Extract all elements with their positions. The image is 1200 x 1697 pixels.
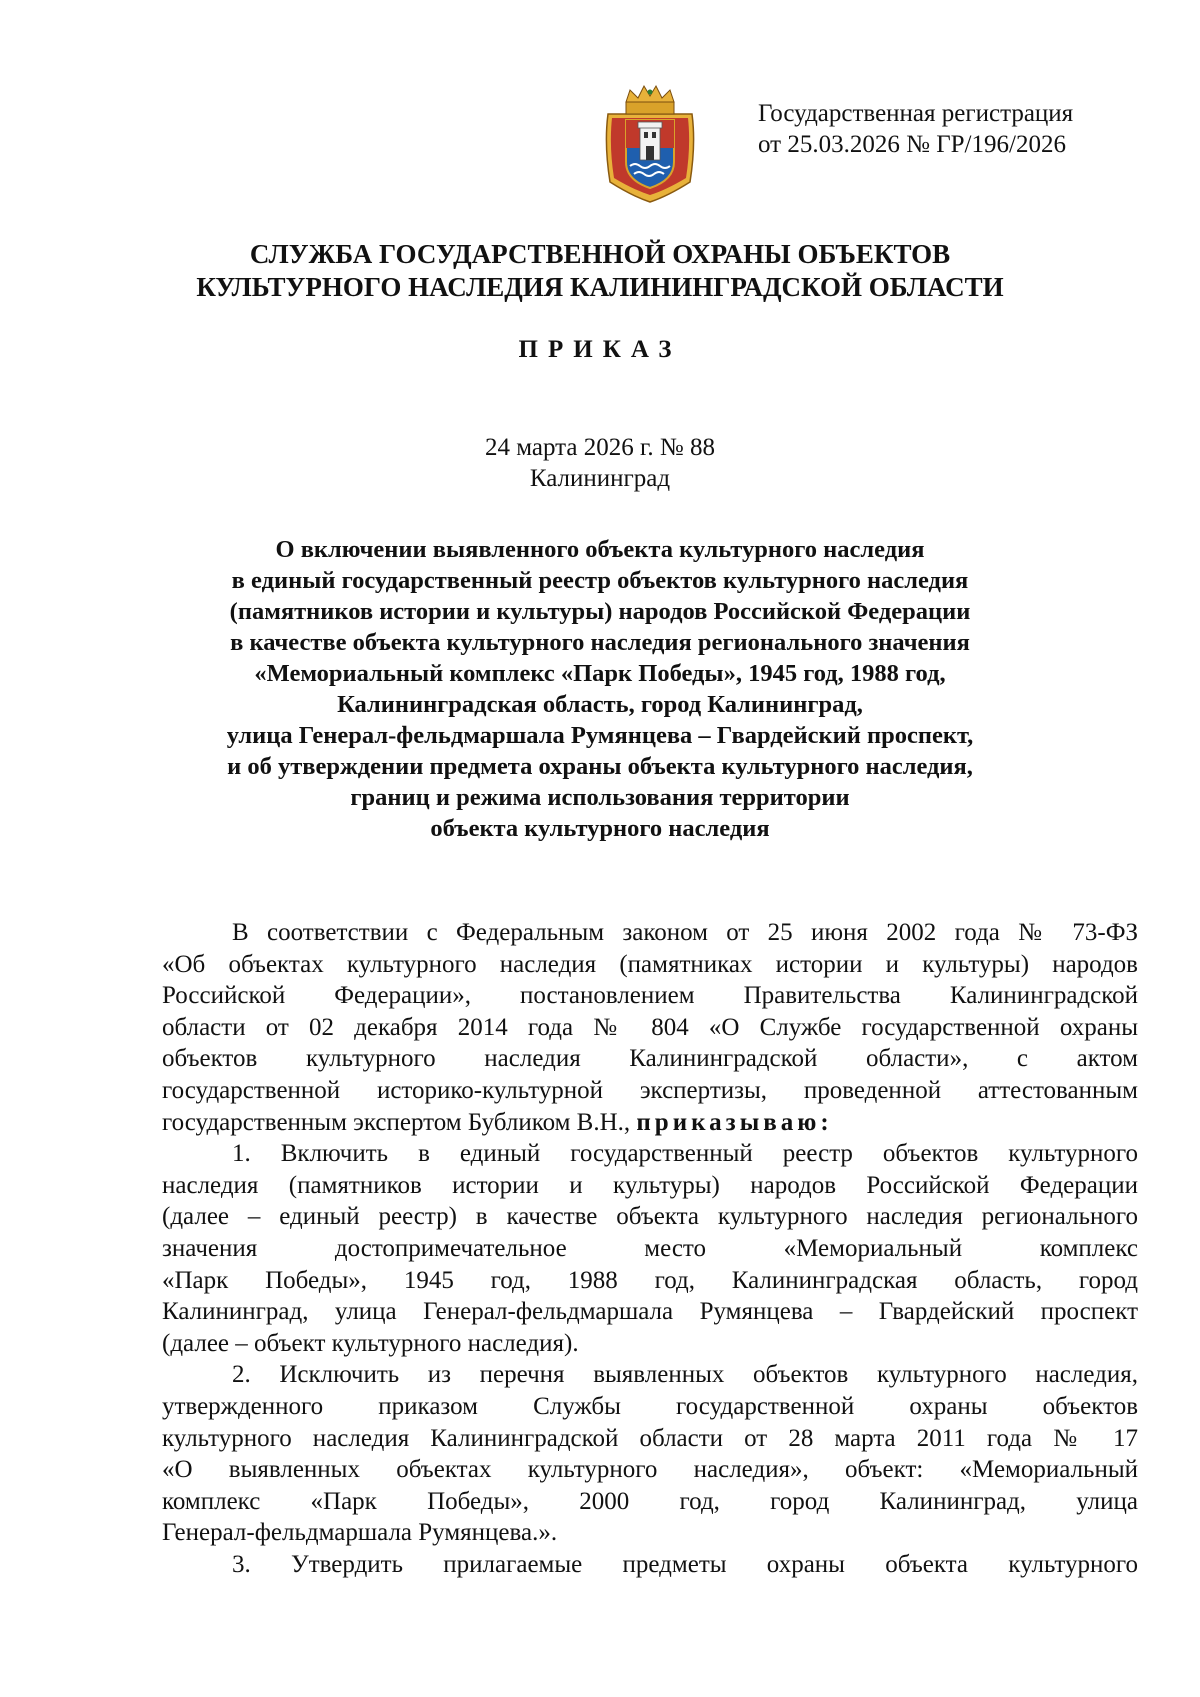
- command-word: приказываю:: [636, 1108, 833, 1136]
- title-line: границ и режима использования территории: [350, 784, 850, 811]
- title-line: в качестве объекта культурного наследия регионального значения: [230, 629, 970, 656]
- body-line: (далее – объект культурного наследия).: [162, 1329, 579, 1357]
- preamble-paragraph: [162, 917, 1138, 1138]
- item-2-paragraph: [162, 1359, 1138, 1549]
- registration-stamp: [758, 98, 1178, 160]
- title-line: (памятников истории и культуры) народов Российской Федерации: [229, 598, 971, 625]
- title-line: и об утверждении предмета охраны объекта культурного наследия,: [227, 753, 973, 780]
- body-line: комплекс «Парк Победы», 2000 год, город Калининград, улица: [162, 1487, 1138, 1515]
- body-line: Калининград, улица Генерал-фельдмаршала Румянцева – Гвардейский проспект: [162, 1298, 1138, 1326]
- body-line: 2. Исключить из перечня выявленных объектов культурного наследия,: [232, 1361, 1138, 1389]
- item-3-paragraph: [162, 1549, 1138, 1581]
- order-meta: [0, 432, 1200, 494]
- body-line: наследия (памятников истории и культуры) народов Российской Федерации: [162, 1171, 1138, 1199]
- document-type: ПРИКАЗ: [518, 336, 682, 363]
- body-line: 1. Включить в единый государственный реестр объектов культурного: [232, 1140, 1138, 1168]
- title-line: улица Генерал-фельдмаршала Румянцева – Гвардейский проспект,: [226, 722, 974, 749]
- order-date-number: 24 марта 2026 г. № 88: [484, 434, 716, 461]
- body-line-last: [162, 1107, 1138, 1139]
- body-line: 3. Утвердить прилагаемые предметы охраны объекта культурного: [232, 1550, 1138, 1578]
- body-line: утвержденного приказом Службы государственной охраны объектов: [162, 1392, 1138, 1420]
- body-line: «О выявленных объектах культурного наследия», объект: «Мемориальный: [162, 1456, 1138, 1484]
- body-line: «Об объектах культурного наследия (памятниках истории и культуры) народов: [162, 950, 1138, 978]
- title-line: объекта культурного наследия: [430, 815, 770, 842]
- title-line: «Мемориальный комплекс «Парк Победы», 1945 год, 1988 год,: [254, 660, 946, 687]
- body-line: значения достопримечательное место «Мемориальный комплекс: [162, 1234, 1138, 1262]
- body-line: (далее – единый реестр) в качестве объекта культурного наследия регионального: [162, 1203, 1138, 1231]
- title-line: О включении выявленного объекта культурного наследия: [275, 536, 925, 563]
- order-title: [150, 534, 1050, 844]
- body-line: Генерал-фельдмаршала Румянцева.».: [162, 1519, 558, 1547]
- title-line: Калининградская область, город Калининград,: [337, 691, 863, 718]
- title-line: в единый государственный реестр объектов культурного наследия: [231, 567, 969, 594]
- preamble-last-text: государственным экспертом Бубликом В.Н.,: [162, 1108, 631, 1136]
- kaliningrad-coat-of-arms-icon: [602, 84, 698, 204]
- item-1-paragraph: [162, 1138, 1138, 1359]
- agency-name-line-1: СЛУЖБА ГОСУДАРСТВЕННОЙ ОХРАНЫ ОБЪЕКТОВ: [249, 239, 951, 269]
- body-line: государственной историко-культурной экспертизы, проведенной аттестованным: [162, 1076, 1138, 1104]
- body-line: объектов культурного наследия Калининградской области», с актом: [162, 1045, 1138, 1073]
- order-body: [162, 917, 1138, 1580]
- agency-name: [0, 238, 1200, 304]
- agency-name-line-2: КУЛЬТУРНОГО НАСЛЕДИЯ КАЛИНИНГРАДСКОЙ ОБЛАСТИ: [196, 272, 1004, 302]
- order-city: Калининград: [529, 465, 671, 492]
- registration-line-1: Государственная регистрация: [758, 100, 1074, 127]
- body-line: области от 02 декабря 2014 года № 804 «О Службе государственной охраны: [162, 1013, 1138, 1041]
- body-line: Российской Федерации», постановлением Правительства Калининградской: [162, 982, 1138, 1010]
- registration-line-2: от 25.03.2026 № ГР/196/2026: [758, 131, 1066, 158]
- body-line: культурного наследия Калининградской области от 28 марта 2011 года № 17: [162, 1424, 1138, 1452]
- body-line: В соответствии с Федеральным законом от 25 июня 2002 года № 73-ФЗ: [232, 919, 1138, 946]
- body-line: «Парк Победы», 1945 год, 1988 год, Калининградская область, город: [162, 1266, 1138, 1294]
